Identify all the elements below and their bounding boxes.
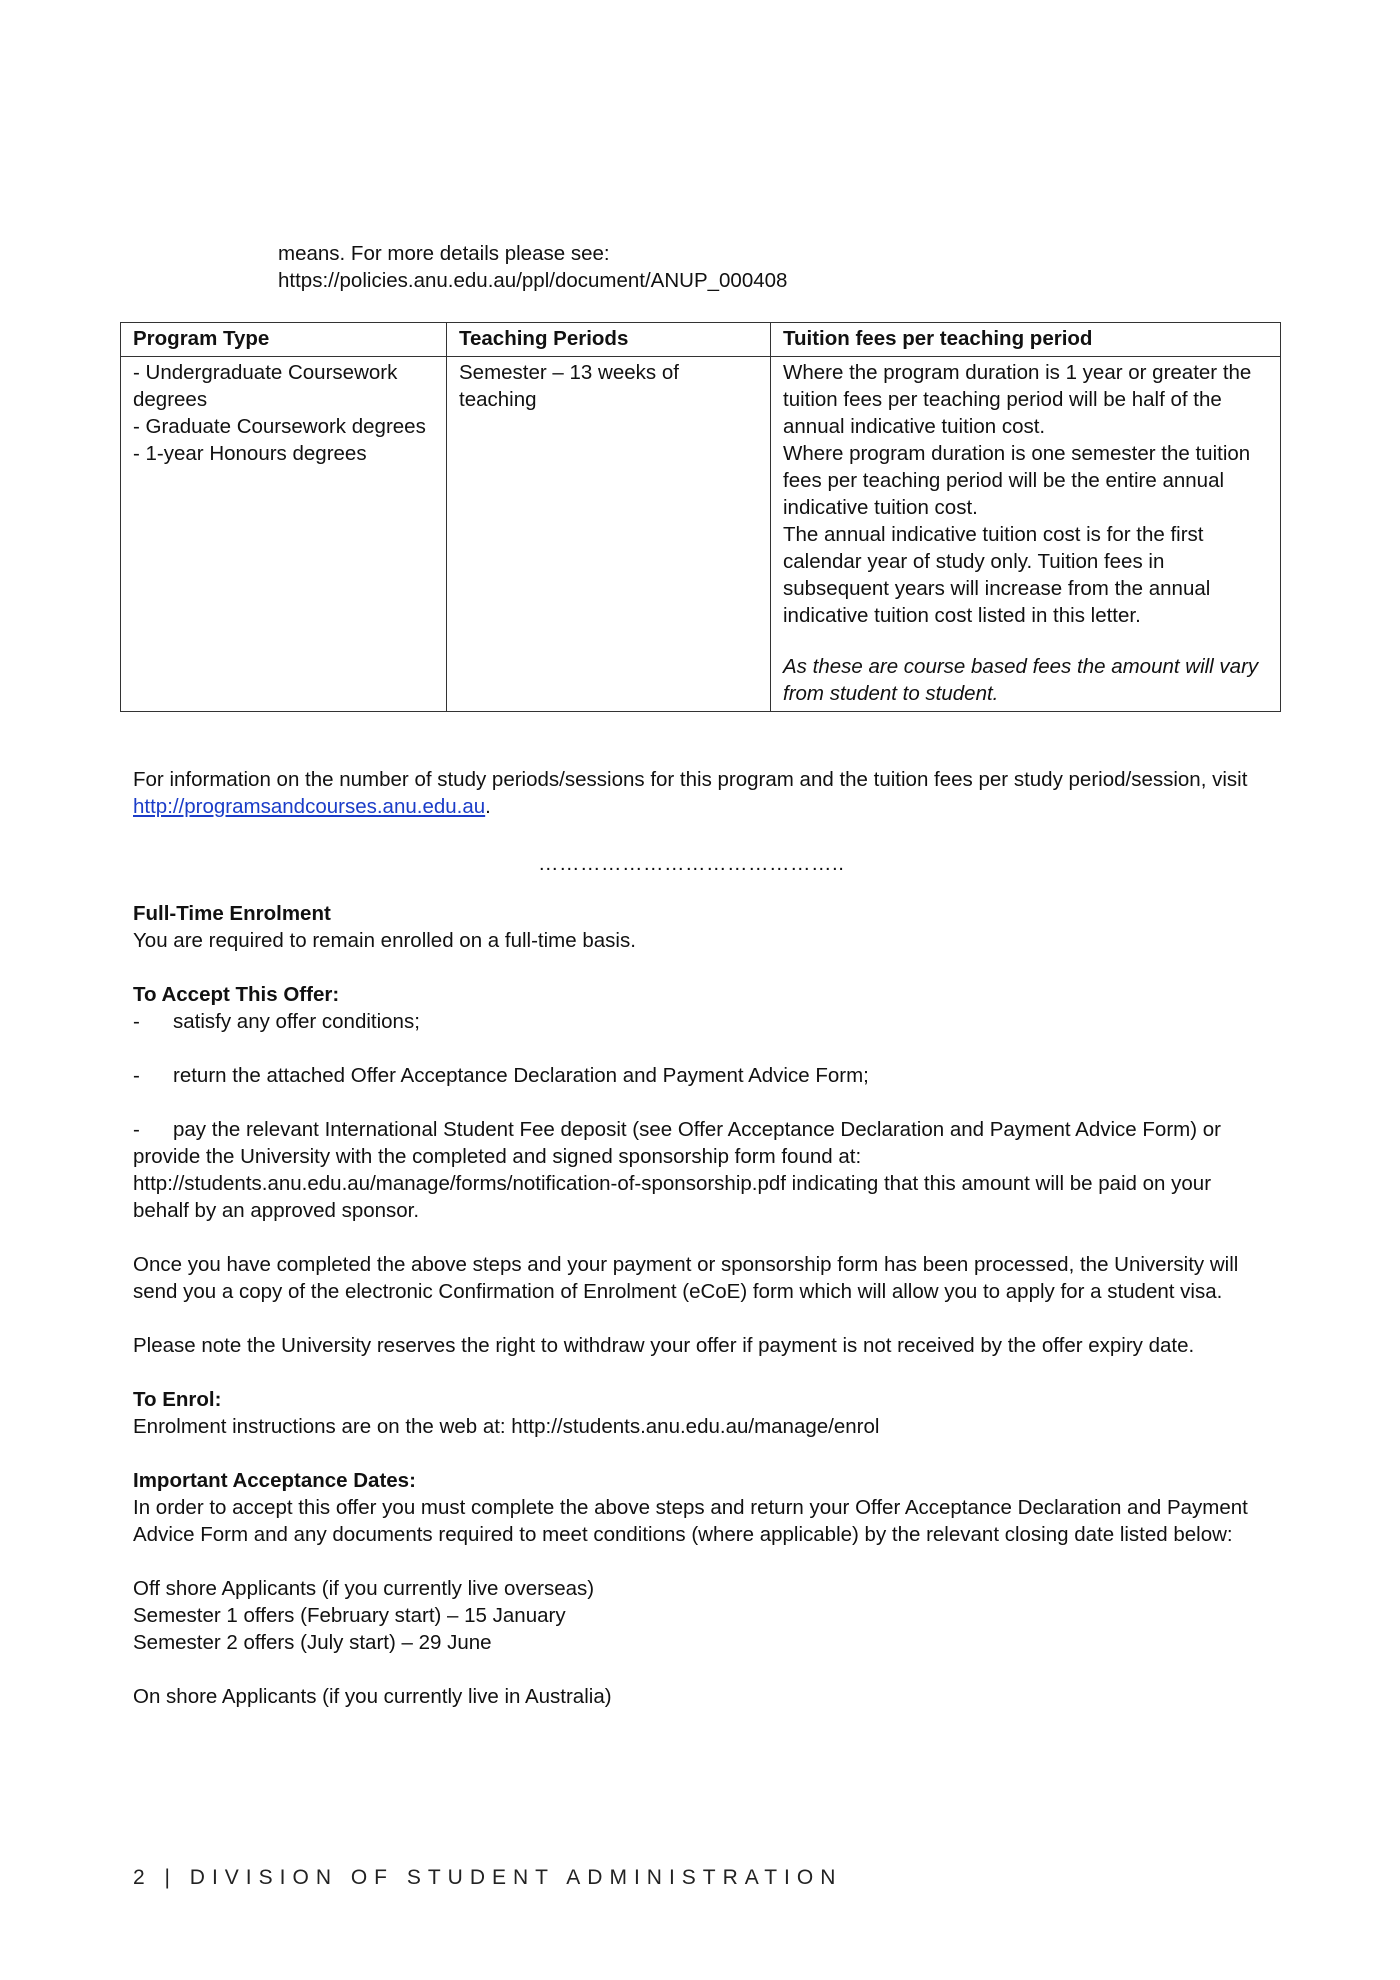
confirmation-paragraph: Once you have completed the above steps and your payment or sponsorship form has been processed, the University will send you a copy of the electronic Confirmation of Enrolment (eCoE) form which will allow you to apply for a student visa. — [133, 1253, 1239, 1303]
fees-paragraph: Where program duration is one semester the tuition fees per teaching period will be the entire annual indicative tuition cost. — [783, 442, 1251, 519]
bullet-marker: - — [133, 1064, 140, 1087]
accept-heading: To Accept This Offer: — [133, 983, 340, 1006]
header-teaching-periods: Teaching Periods — [447, 323, 771, 357]
program-type-item: - Graduate Coursework degrees — [133, 415, 426, 438]
header-tuition-fees: Tuition fees per teaching period — [771, 323, 1281, 357]
list-item — [133, 1062, 1263, 1089]
bullet-marker: - — [133, 1118, 140, 1141]
program-info-text: For information on the number of study periods/sessions for this program and the tuition fees per study period/session, visit — [133, 768, 1248, 791]
enrol-heading: To Enrol: — [133, 1388, 222, 1411]
list-item — [133, 1008, 1263, 1035]
page-footer: 2 | DIVISION OF STUDENT ADMINISTRATION — [133, 1866, 843, 1889]
semester1-date: Semester 1 offers (February start) – 15 January — [133, 1604, 566, 1627]
teaching-periods-cell: Semester – 13 weeks of teaching — [447, 357, 771, 712]
withdraw-paragraph: Please note the University reserves the right to withdraw your offer if payment is not received by the offer expiry date. — [133, 1334, 1195, 1357]
fees-paragraph: Where the program duration is 1 year or greater the tuition fees per teaching period will be half of the annual indicative tuition cost. — [783, 361, 1252, 438]
table-header-row — [121, 323, 1281, 357]
tuition-fees-table — [120, 322, 1281, 712]
program-type-cell — [121, 357, 447, 712]
program-type-item: - Undergraduate Coursework degrees — [133, 361, 398, 411]
onshore-title: On shore Applicants (if you currently live in Australia) — [133, 1685, 612, 1708]
tuition-fees-cell — [771, 357, 1281, 712]
policy-url: https://policies.anu.edu.au/ppl/document/ANUP_000408 — [278, 269, 788, 292]
main-content — [133, 900, 1263, 1710]
program-info-end: . — [485, 795, 491, 818]
intro-line: means. For more details please see: — [278, 242, 610, 265]
dates-heading: Important Acceptance Dates: — [133, 1469, 416, 1492]
dates-text: In order to accept this offer you must complete the above steps and return your Offer Acceptance Declaration and Payment Advice Form and any documents required to meet conditions (where applicable) by the relevant closing date listed below: — [133, 1496, 1248, 1546]
enrol-text: Enrolment instructions are on the web at: http://students.anu.edu.au/manage/enrol — [133, 1415, 880, 1438]
programs-courses-link[interactable]: http://programsandcourses.anu.edu.au — [133, 795, 486, 818]
bullet-text: return the attached Offer Acceptance Declaration and Payment Advice Form; — [173, 1064, 869, 1087]
fees-paragraph: The annual indicative tuition cost is for the first calendar year of study only. Tuition fees in subsequent years will increase from the annual indicative tuition cost listed in this letter. — [783, 523, 1211, 627]
bullet-text: satisfy any offer conditions; — [173, 1010, 420, 1033]
policy-reference — [278, 240, 1178, 294]
table-row — [121, 357, 1281, 712]
fees-note: As these are course based fees the amount will vary from student to student. — [783, 655, 1259, 705]
fulltime-heading: Full-Time Enrolment — [133, 902, 331, 925]
bullet-text: pay the relevant International Student Fee deposit (see Offer Acceptance Declaration and Payment Advice Form) or provide the University with the completed and signed sponsorship form found at: http://students.anu.edu.au/manage/forms/notification-of-sponsorship.pdf indicating that this amount will be paid on your behalf by an approved sponsor. — [133, 1118, 1221, 1222]
list-item — [133, 1116, 1263, 1224]
semester2-date: Semester 2 offers (July start) – 29 June — [133, 1631, 492, 1654]
fulltime-text: You are required to remain enrolled on a full-time basis. — [133, 929, 636, 952]
program-info — [133, 766, 1263, 820]
header-program-type: Program Type — [121, 323, 447, 357]
separator-dots: …………………………………….. — [538, 852, 845, 875]
offshore-title: Off shore Applicants (if you currently live overseas) — [133, 1577, 595, 1600]
program-type-item: - 1-year Honours degrees — [133, 442, 367, 465]
bullet-marker: - — [133, 1010, 140, 1033]
